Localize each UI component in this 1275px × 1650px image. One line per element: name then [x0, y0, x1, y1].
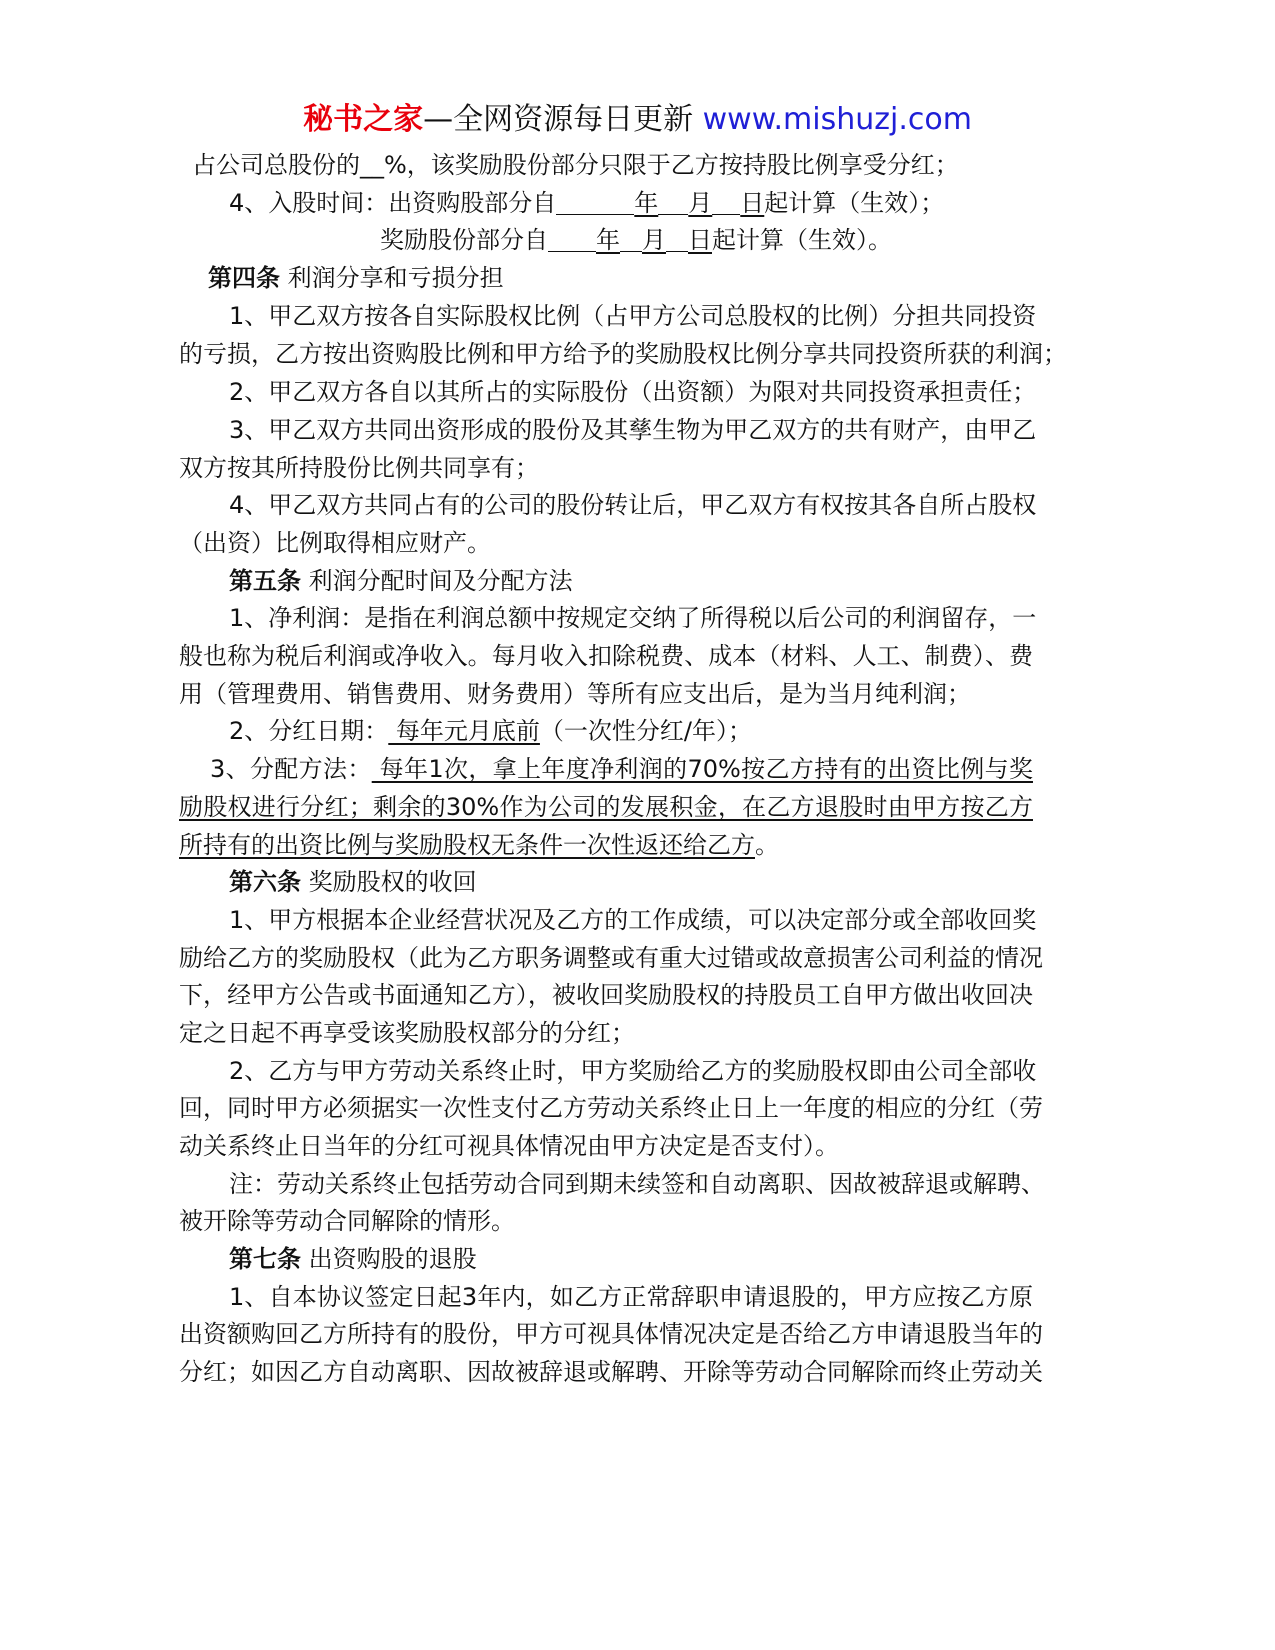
- site-url-link[interactable]: www.mishuzj.com: [702, 102, 972, 137]
- paragraph-line: 励给乙方的奖励股权（此为乙方职务调整或有重大过错或故意损害公司利益的情况: [179, 944, 1043, 972]
- paragraph-line: 出资额购回乙方所持有的股份，甲方可视具体情况决定是否给乙方申请退股当年的: [179, 1320, 1043, 1348]
- paragraph-line: 动关系终止日当年的分红可视具体情况由甲方决定是否支付）。: [179, 1132, 839, 1160]
- paragraph-line: 般也称为税后利润或净收入。每月收入扣除税费、成本（材料、人工、制费）、费: [179, 642, 1033, 670]
- paragraph-line: 回，同时甲方必须据实一次性支付乙方劳动关系终止日上一年度的相应的分红（劳: [179, 1094, 1043, 1122]
- paragraph-line: 1、净利润：是指在利润总额中按规定交纳了所得税以后公司的利润留存，一: [229, 604, 1037, 632]
- article-6-heading: 第六条 奖励股权的收回: [229, 868, 477, 896]
- note-line: 注：劳动关系终止包括劳动合同到期未续签和自动离职、因故被辞退或解聘、: [229, 1170, 1045, 1198]
- article-7-heading: 第七条 出资购股的退股: [229, 1245, 477, 1273]
- month-blank: [658, 188, 688, 215]
- brand-name: 秘书之家: [303, 102, 424, 137]
- paragraph-line: 定之日起不再享受该奖励股权部分的分红；: [179, 1019, 635, 1047]
- paragraph-line: （出资）比例取得相应财产。: [179, 529, 491, 557]
- site-header: [0, 98, 1275, 142]
- paragraph-line: 3、甲乙双方共同出资形成的股份及其孳生物为甲乙双方的共有财产，由甲乙: [229, 416, 1037, 444]
- month-blank: [620, 225, 642, 252]
- paragraph-line: 1、甲方根据本企业经营状况及乙方的工作成绩，可以决定部分或全部收回奖: [229, 906, 1037, 934]
- article-5-heading: 第五条 利润分配时间及分配方法: [229, 567, 573, 595]
- article-4-heading: 第四条 利润分享和亏损分担: [208, 264, 504, 292]
- paragraph-line: 下，经甲方公告或书面通知乙方），被收回奖励股权的持股员工自甲方做出收回决: [179, 981, 1033, 1009]
- paragraph-line: 所持有的出资比例与奖励股权无条件一次性返还给乙方。: [179, 831, 779, 859]
- paragraph-line: 分红；如因乙方自动离职、因故被辞退或解聘、开除等劳动合同解除而终止劳动关: [179, 1358, 1043, 1386]
- paragraph-line: 4、甲乙双方共同占有的公司的股份转让后，甲乙双方有权按其各自所占股权: [229, 491, 1037, 519]
- paragraph-line: 励股权进行分红；剩余的30%作为公司的发展积金，在乙方退股时由甲方按乙方: [179, 793, 1033, 821]
- paragraph-line: 1、甲乙双方按各自实际股权比例（占甲方公司总股权的比例）分担共同投资: [229, 302, 1037, 330]
- day-blank: [712, 188, 740, 215]
- note-line: 被开除等劳动合同解除的情形。: [179, 1207, 515, 1235]
- reward-start-date-line: 奖励股份部分自 年 月 日起计算（生效）。: [380, 226, 892, 254]
- distribution-method-line: 3、分配方法： 每年1次，拿上年度净利润的70%按乙方持有的出资比例与奖: [210, 755, 1033, 783]
- dividend-date-line: 2、分红日期： 每年元月底前（一次性分红/年）；: [229, 717, 753, 745]
- paragraph-line: 的亏损，乙方按出资购股比例和甲方给予的奖励股权比例分享共同投资所获的利润；: [179, 340, 1067, 368]
- year-blank: [556, 188, 634, 215]
- paragraph-line: 1、自本协议签定日起3年内，如乙方正常辞职申请退股的，甲方应按乙方原: [229, 1283, 1033, 1311]
- header-tagline: —全网资源每日更新: [423, 102, 694, 137]
- paragraph-line: 占公司总股份的__%，该奖励股份部分只限于乙方按持股比例享受分红；: [192, 151, 959, 179]
- year-blank: [548, 225, 596, 252]
- paragraph-line: 用（管理费用、销售费用、财务费用）等所有应支出后，是为当月纯利润；: [179, 680, 971, 708]
- paragraph-line: 2、甲乙双方各自以其所占的实际股份（出资额）为限对共同投资承担责任；: [229, 378, 1037, 406]
- equity-start-date-line: 4、入股时间：出资购股部分自 年 月 日起计算（生效）；: [229, 189, 945, 217]
- paragraph-line: 双方按其所持股份比例共同享有；: [179, 454, 539, 482]
- paragraph-line: 2、乙方与甲方劳动关系终止时，甲方奖励给乙方的奖励股权即由公司全部收: [229, 1057, 1037, 1085]
- day-blank: [666, 225, 688, 252]
